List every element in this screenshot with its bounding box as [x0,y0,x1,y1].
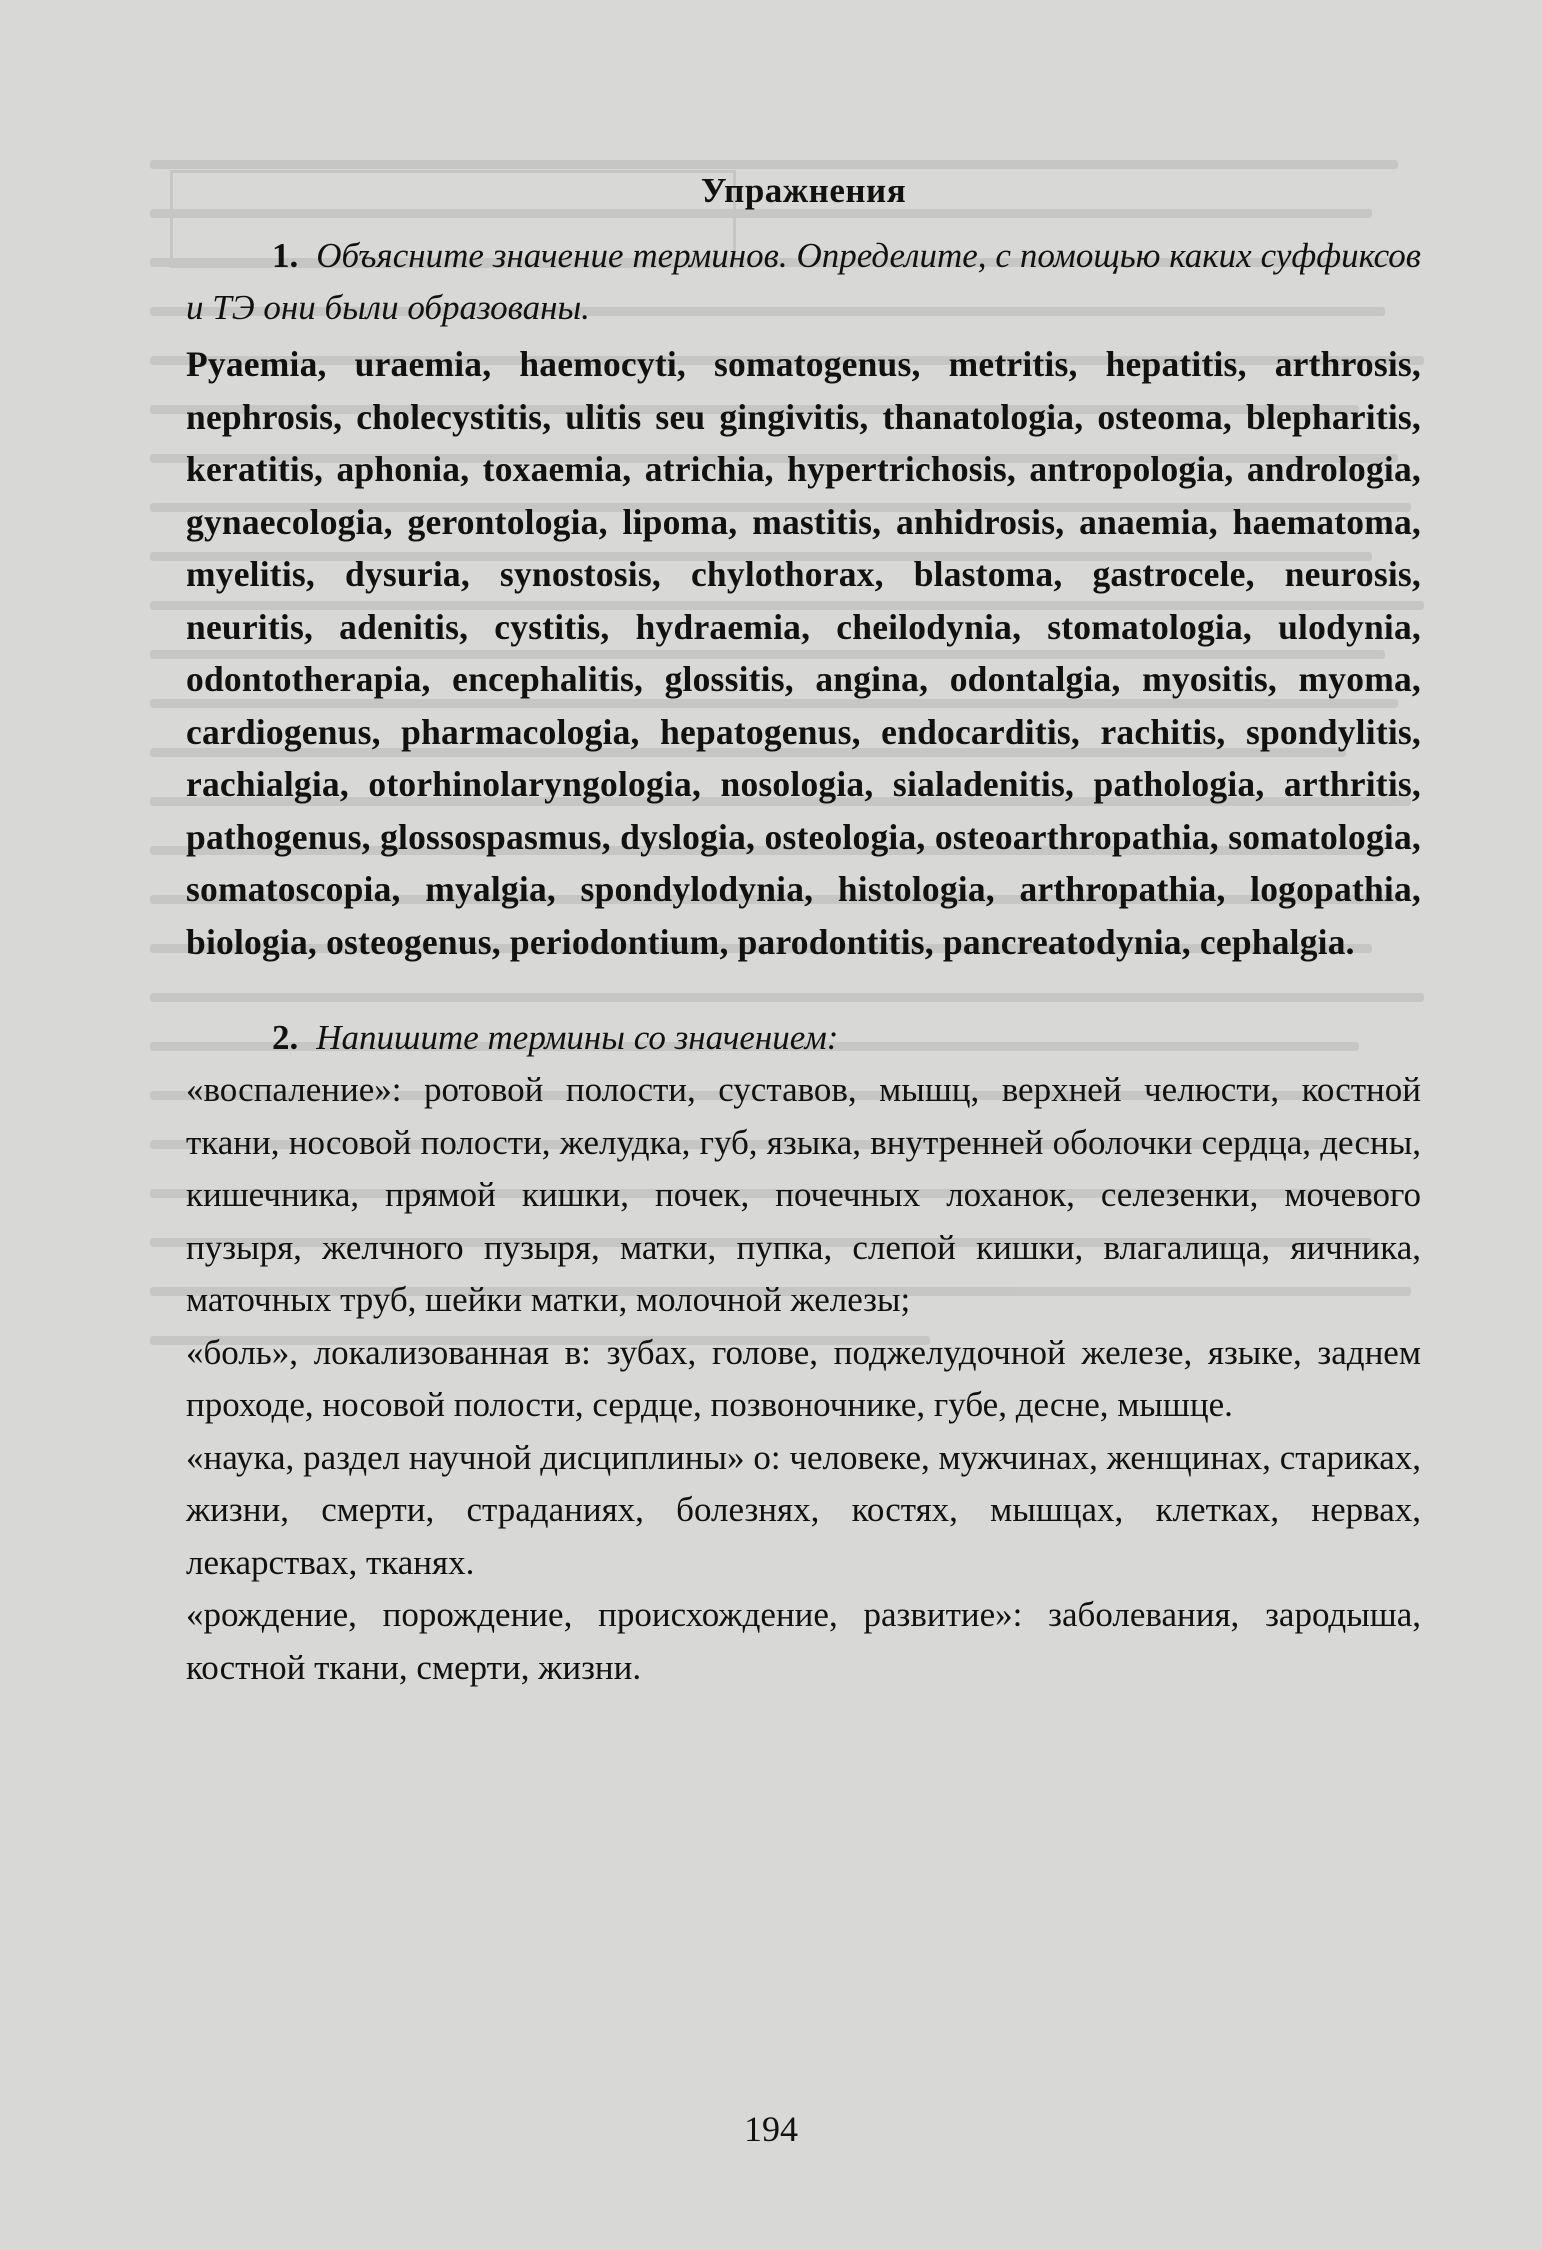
page-number: 194 [744,2109,798,2149]
exercise-2-item-origin: «рождение, порождение, происхождение, развитие»: заболевания, зародыша, костной ткани, смерти, жизни. [186,1595,1421,1687]
page-content [186,170,1421,1694]
exercise-2-number: 2. [272,1018,299,1057]
page-title: Упражнения [700,171,907,210]
exercise-2-item-science: «наука, раздел научной дисциплины» о: человеке, мужчинах, женщинах, стариках, жизни, смерти, страданиях, болезнях, костях, мышцах, клетках, нервах, лекарствах, тканях. [186,1437,1421,1582]
exercise-1-number: 1. [272,236,299,275]
exercise-1-instruction: Объясните значение терминов. Определите, с помощью каких суффиксов и ТЭ они были образованы. [186,236,1421,327]
exercise-2-task [186,1012,1421,1064]
exercise-1-task [186,230,1421,334]
exercise-1-terms: Pyaemia, uraemia, haemocyti, somatogenus, metritis, hepatitis, arthrosis, nephrosis, cholecystitis, ulitis seu gingivitis, thanatologia, osteoma, blepharitis, keratitis, aphonia, toxaemia, atrichia, hypertrichosis, antropologia, andrologia, gynaecologia, gerontologia, lipoma, mastitis, anhidrosis, anaemia, haematoma, myelitis, dysuria, synostosis, chylothorax, blastoma, gastrocele, neurosis, neuritis, adenitis, cystitis, hydraemia, cheilodynia, stomatologia, ulodynia, odontotherapia, encephalitis, glossitis, angina, odontalgia, myositis, myoma, cardiogenus, pharmacologia, hepatogenus, endocarditis, rachitis, spondylitis, rachialgia, otorhinolaryngologia, nosologia, sialadenitis, pathologia, arthritis, pathogenus, glossospasmus, dyslogia, osteologia, osteoarthropathia, somatologia, somatoscopia, myalgia, spondylodynia, histologia, arthropathia, logopathia, biologia, osteogenus, periodontium, parodontitis, pancreatodynia, cephalgia. [186,344,1421,962]
exercise-1 [186,230,1421,968]
exercise-2-item-inflammation: «воспаление»: ротовой полости, суставов, мышц, верхней челюсти, костной ткани, носовой полости, желудка, губ, языка, внутренней оболочки сердца, десны, кишечника, прямой кишки, почек, почечных лоханок, селезенки, мочевого пузыря, желчного пузыря, матки, пупка, слепой кишки, влагалища, яичника, маточных труб, шейки матки, молочной железы; [186,1070,1421,1319]
exercise-2-instruction: Напишите термины со значением: [316,1018,839,1057]
exercise-2 [186,1012,1421,1694]
exercise-2-item-pain: «боль», локализованная в: зубах, голове, поджелудочной железе, языке, заднем проходе, носовой полости, сердце, позвоночнике, губе, десне, мышце. [186,1332,1421,1424]
